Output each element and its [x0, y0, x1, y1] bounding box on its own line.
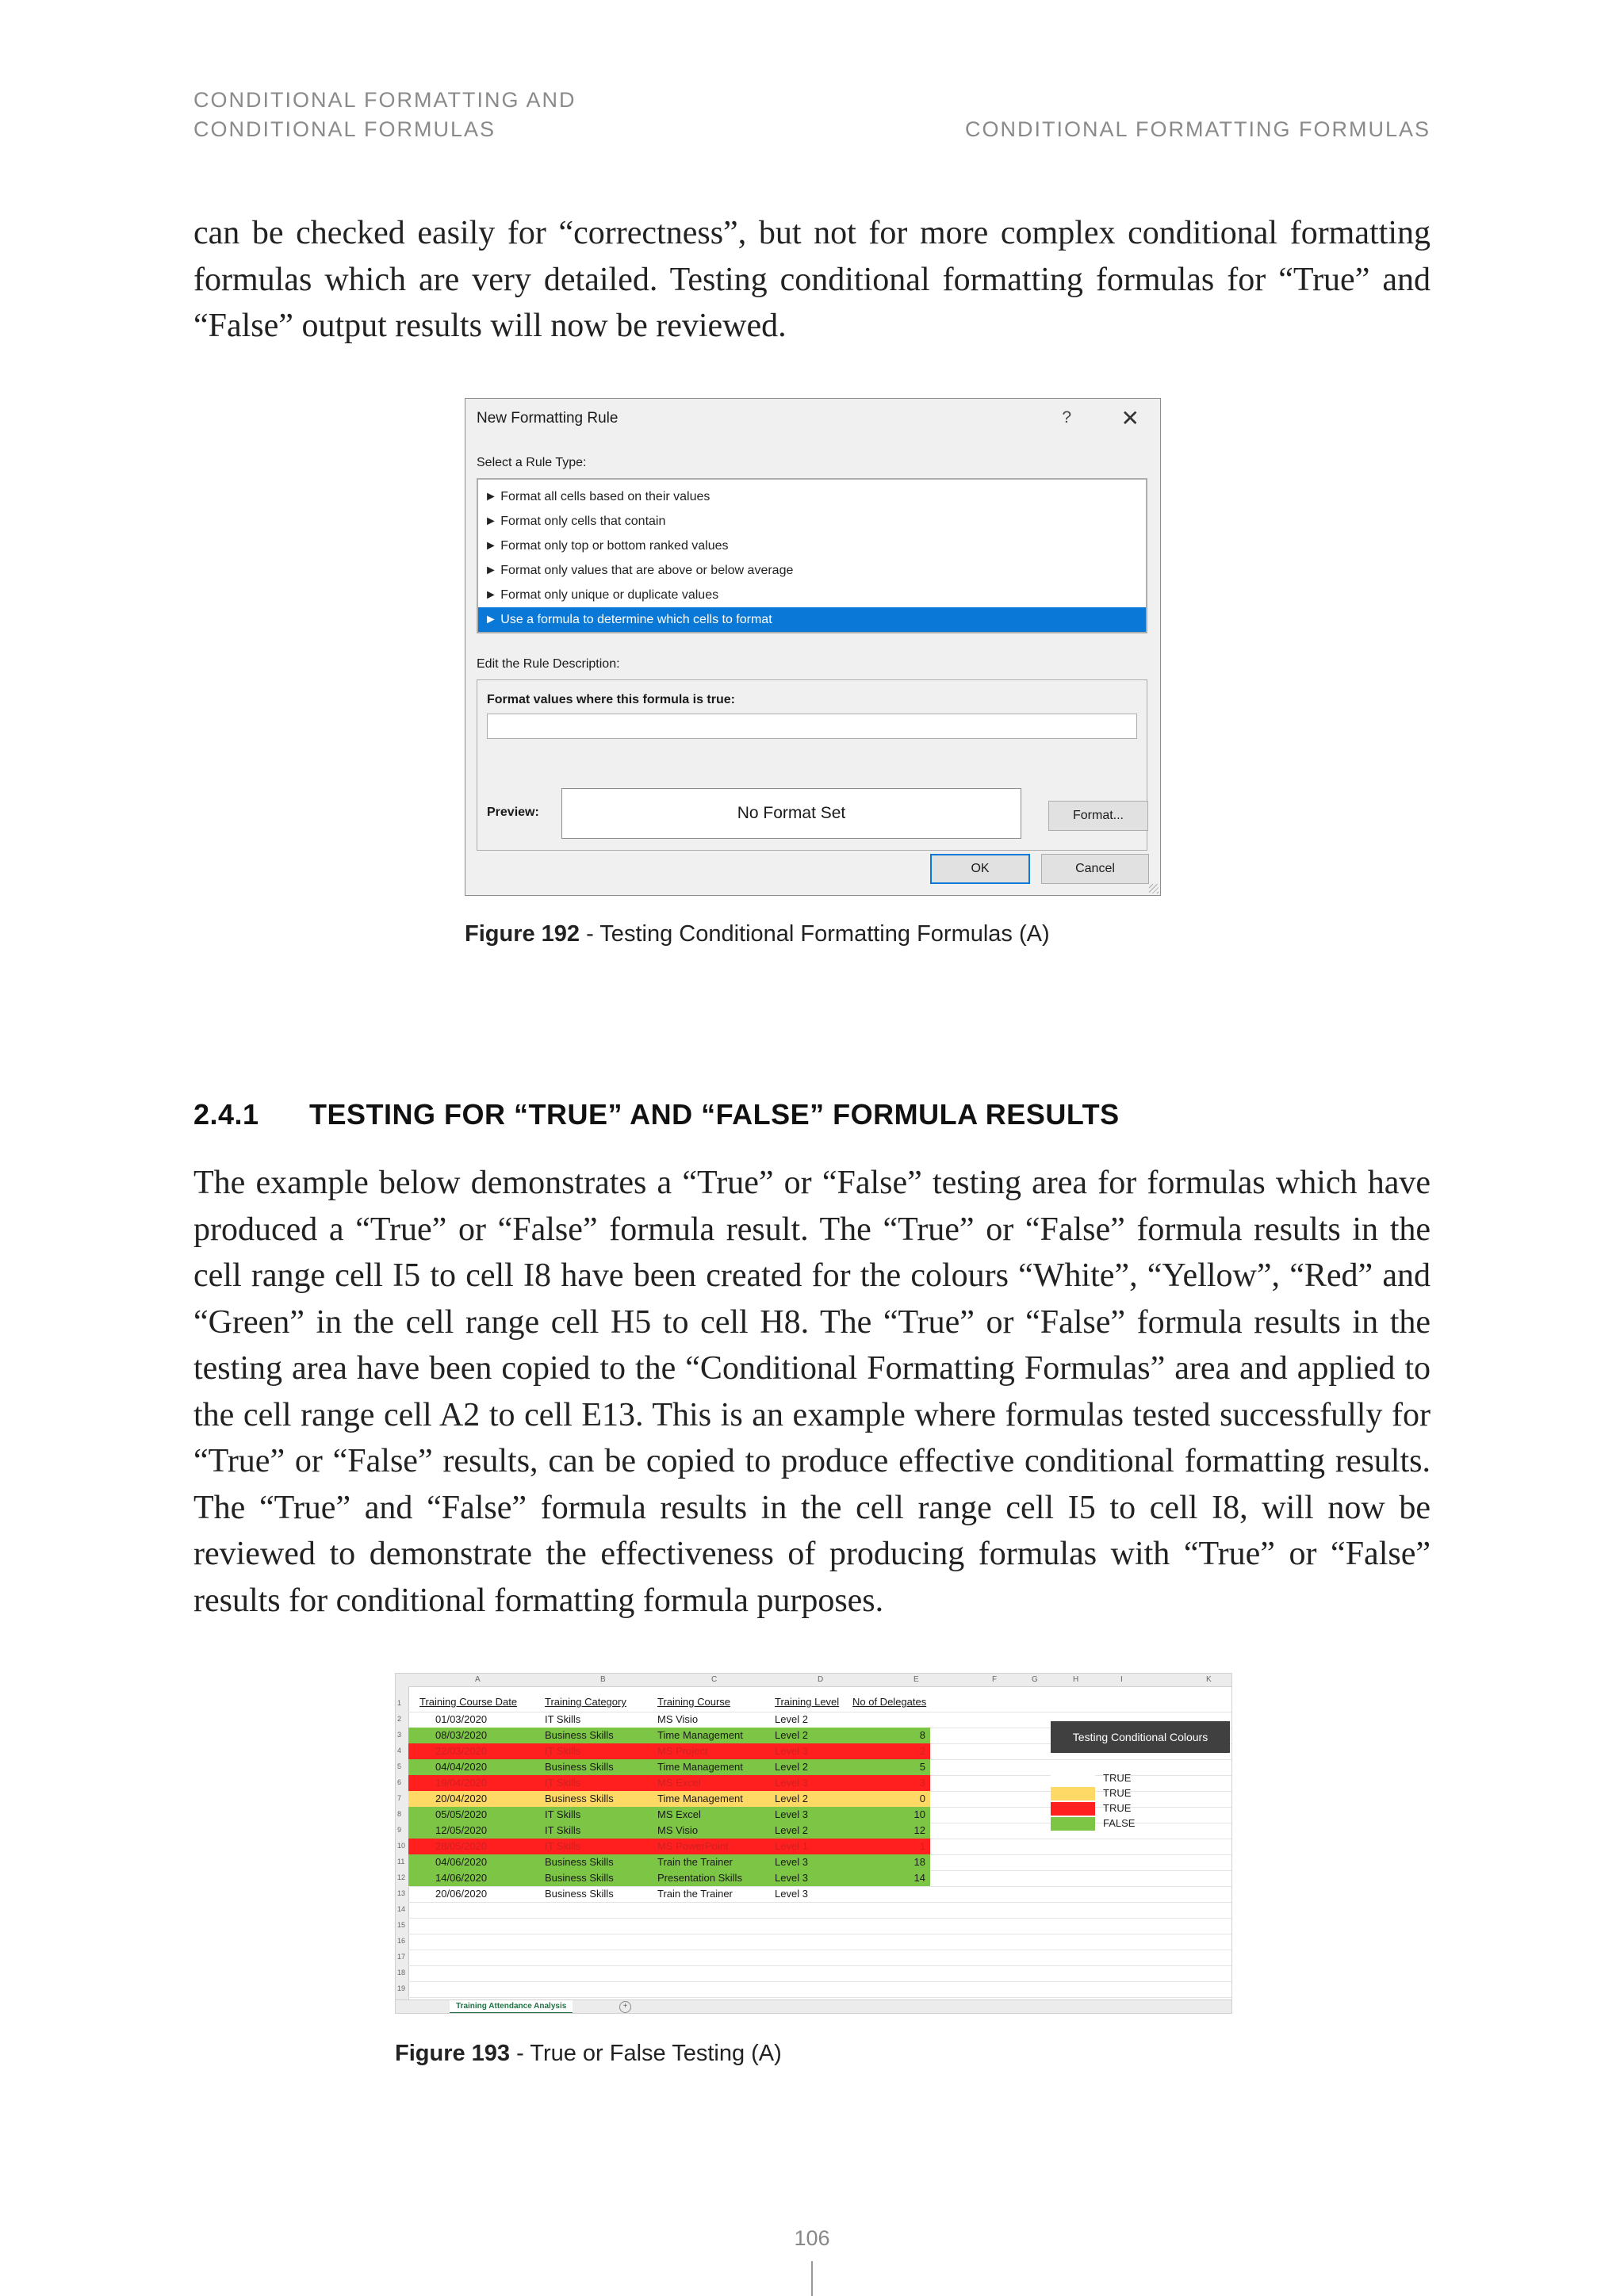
grid-line [408, 1918, 1231, 1919]
column-letter[interactable]: B [600, 1675, 606, 1684]
table-cell[interactable]: Train the Trainer [657, 1888, 733, 1900]
row-number[interactable]: 18 [397, 1969, 406, 1976]
column-letter[interactable]: G [1032, 1675, 1038, 1684]
row-number[interactable]: 17 [397, 1953, 406, 1961]
table-cell[interactable]: 19/04/2020 [435, 1777, 488, 1789]
table-cell[interactable]: 14/06/2020 [435, 1872, 488, 1884]
table-header-cell[interactable]: Training Category [545, 1696, 626, 1708]
table-row [408, 1839, 930, 1854]
sheet-tab[interactable]: Training Attendance Analysis [450, 2000, 573, 2014]
table-cell[interactable]: Presentation Skills [657, 1872, 742, 1884]
row-number[interactable]: 5 [397, 1762, 402, 1770]
column-letter[interactable]: E [914, 1675, 919, 1684]
table-row [408, 1712, 930, 1728]
row-number[interactable]: 10 [397, 1842, 406, 1850]
formula-input[interactable] [487, 714, 1137, 739]
table-row [408, 1728, 930, 1743]
table-cell[interactable]: Business Skills [545, 1729, 614, 1741]
table-cell[interactable]: 01/03/2020 [435, 1713, 488, 1725]
row-number[interactable]: 9 [397, 1826, 402, 1834]
grid-line [408, 1902, 1231, 1903]
cancel-button[interactable]: Cancel [1041, 854, 1149, 884]
grid-line [408, 1981, 1231, 1982]
help-icon[interactable]: ? [1062, 408, 1071, 427]
ok-button[interactable]: OK [930, 854, 1030, 884]
table-cell[interactable]: Level 2 [775, 1713, 808, 1725]
row-number[interactable]: 6 [397, 1778, 402, 1786]
table-cell[interactable]: MS Excel [657, 1808, 701, 1820]
table-row [408, 1823, 930, 1839]
table-cell[interactable]: Level 2 [775, 1761, 808, 1773]
row-number[interactable]: 2 [397, 1715, 402, 1723]
grid-line [408, 1965, 1231, 1966]
test-result[interactable]: TRUE [1103, 1787, 1132, 1799]
row-number[interactable]: 15 [397, 1921, 406, 1929]
table-cell[interactable]: Business Skills [545, 1761, 614, 1773]
table-cell[interactable]: Level 3 [775, 1872, 808, 1884]
table-cell[interactable]: Business Skills [545, 1888, 614, 1900]
table-row [408, 1775, 930, 1791]
table-cell[interactable]: Business Skills [545, 1872, 614, 1884]
formula-label: Format values where this formula is true: [487, 693, 735, 706]
column-letter[interactable]: A [475, 1675, 481, 1684]
table-header-cell[interactable]: Training Level [775, 1696, 840, 1708]
running-header-left [193, 86, 576, 144]
rule-type-item[interactable]: ► Format only unique or duplicate values [485, 588, 719, 602]
table-row [408, 1743, 930, 1759]
table-cell[interactable]: IT Skills [545, 1745, 581, 1757]
table-cell[interactable]: Level 3 [775, 1856, 808, 1868]
testing-area-title: Testing Conditional Colours [1051, 1721, 1230, 1753]
column-letter[interactable]: K [1206, 1675, 1212, 1684]
table-header-cell[interactable]: Training Course Date [419, 1696, 518, 1708]
column-letter[interactable]: D [818, 1675, 824, 1684]
colour-swatch [1051, 1817, 1095, 1831]
select-rule-type-label: Select a Rule Type: [477, 456, 587, 469]
figure-193-text: - True or False Testing (A) [510, 2041, 782, 2066]
table-header-cell[interactable]: Training Course [657, 1696, 731, 1708]
spreadsheet-screenshot [395, 1673, 1232, 2014]
table-cell[interactable]: 14 [914, 1872, 925, 1884]
section-paragraph-text: The example below demonstrates a “True” or “False” testing area for formulas which have produced a “True” or “False” formula result. The “True” or “False” formula results in the cell range cell I5 to cell I8 have been created for the colours “White”, “Yellow”, “Red” and “Green” in the cell range cell H5 to cell H8. The “True” or “False” formula results in the testing area have been copied to the “Conditional Formatting Formulas” area and applied to the cell range cell A2 to cell E13. This is an example where formulas tested successfully for “True” or “False” results, can be copied to produce effective conditional formatting results. The “True” and “False” formula results in the cell range cell I5 to cell I8, will now be reviewed to demonstrate the effectiveness of producing formulas with “True” or “False” results for conditional formatting formula purposes. [193, 1165, 1431, 1619]
table-cell[interactable]: Time Management [657, 1793, 743, 1804]
row-number[interactable]: 12 [397, 1873, 406, 1881]
rule-type-item[interactable]: ► Format only top or bottom ranked values [485, 539, 729, 553]
format-button[interactable]: Format... [1048, 801, 1148, 831]
rule-type-item[interactable]: ► Format all cells based on their values [485, 490, 710, 503]
table-cell[interactable]: 04/04/2020 [435, 1761, 488, 1773]
header-left-line2: CONDITIONAL FORMULAS [193, 117, 496, 141]
add-sheet-icon[interactable]: + [619, 2001, 631, 2013]
colour-swatch [1051, 1802, 1095, 1816]
sheet-tab-bar [396, 1999, 1231, 2013]
section-paragraph [193, 1160, 1431, 1624]
table-cell[interactable]: Time Management [657, 1729, 743, 1741]
figure-192-text: - Testing Conditional Formatting Formulas (A) [580, 921, 1050, 947]
table-cell[interactable]: Level 3 [775, 1888, 808, 1900]
row-number[interactable]: 14 [397, 1905, 406, 1913]
table-row [408, 1886, 930, 1902]
running-header-right: CONDITIONAL FORMATTING FORMULAS [964, 117, 1431, 141]
table-cell[interactable]: Business Skills [545, 1793, 614, 1804]
table-cell[interactable]: 08/03/2020 [435, 1729, 488, 1741]
table-cell[interactable]: IT Skills [545, 1777, 581, 1789]
table-cell[interactable]: Level 2 [775, 1729, 808, 1741]
test-result[interactable]: TRUE [1103, 1802, 1132, 1814]
table-cell[interactable]: 28/05/2020 [435, 1840, 488, 1852]
row-number[interactable]: 7 [397, 1794, 402, 1802]
edit-rule-description-label: Edit the Rule Description: [477, 657, 620, 671]
column-headers [396, 1674, 1231, 1687]
section-heading [193, 1098, 1120, 1131]
table-cell[interactable]: 20/06/2020 [435, 1888, 488, 1900]
resize-grip-icon[interactable] [1149, 884, 1159, 894]
row-number[interactable]: 1 [397, 1699, 402, 1707]
table-cell[interactable]: Level 3 [775, 1745, 808, 1757]
intro-paragraph [193, 210, 1431, 350]
table-cell[interactable]: Business Skills [545, 1856, 614, 1868]
new-formatting-rule-dialog [465, 398, 1161, 896]
table-cell[interactable]: MS PowerPoint [657, 1840, 729, 1852]
table-cell[interactable]: 8 [919, 1729, 925, 1741]
row-numbers [396, 1686, 409, 2000]
table-cell[interactable]: 12 [914, 1824, 925, 1836]
row-number[interactable]: 16 [397, 1937, 406, 1945]
table-cell[interactable]: IT Skills [545, 1808, 581, 1820]
figure-193-label: Figure 193 [395, 2041, 511, 2066]
table-cell[interactable]: Time Management [657, 1761, 743, 1773]
table-cell[interactable]: 1 [919, 1840, 925, 1852]
table-cell[interactable]: 3 [919, 1777, 925, 1789]
figure-192-label: Figure 192 [465, 921, 580, 947]
grid-line [408, 1997, 1231, 1998]
section-number: 2.4.1 [193, 1098, 259, 1131]
table-header-cell[interactable]: No of Delegates [852, 1696, 927, 1708]
colour-swatch [1051, 1772, 1095, 1785]
row-number[interactable]: 3 [397, 1731, 402, 1739]
column-letter[interactable]: C [711, 1675, 718, 1684]
close-icon[interactable]: ✕ [1120, 406, 1139, 430]
column-letter[interactable]: H [1073, 1675, 1079, 1684]
table-cell[interactable]: 12/05/2020 [435, 1824, 488, 1836]
table-row [408, 1870, 930, 1886]
row-number[interactable]: 4 [397, 1747, 402, 1755]
table-cell[interactable]: 18 [914, 1856, 925, 1868]
column-letter[interactable]: I [1120, 1675, 1123, 1684]
column-letter[interactable]: F [992, 1675, 998, 1684]
table-cell[interactable]: 5 [919, 1761, 925, 1773]
table-cell[interactable]: Level 3 [775, 1808, 808, 1820]
row-number[interactable]: 11 [397, 1858, 405, 1866]
header-left-line1: CONDITIONAL FORMATTING AND [193, 88, 576, 112]
table-cell[interactable]: MS Visio [657, 1824, 699, 1836]
rule-type-item[interactable]: ► Format only values that are above or below average [485, 564, 794, 577]
table-cell[interactable]: Level 1 [775, 1840, 808, 1852]
test-result[interactable]: FALSE [1103, 1817, 1136, 1829]
table-cell[interactable]: 05/05/2020 [435, 1808, 488, 1820]
row-number[interactable]: 19 [397, 1984, 406, 1992]
table-cell[interactable]: MS Project [657, 1745, 708, 1757]
preview-label: Preview: [487, 806, 539, 819]
table-row [408, 1759, 930, 1775]
table-cell[interactable]: MS Excel [657, 1777, 701, 1789]
rule-description-panel [477, 679, 1147, 851]
table-cell[interactable]: IT Skills [545, 1840, 581, 1852]
table-cell[interactable]: 2 [919, 1745, 925, 1757]
page-number: 106 [794, 2226, 830, 2250]
table-cell[interactable]: Level 3 [775, 1777, 808, 1789]
rule-type-list[interactable] [477, 478, 1147, 633]
row-number[interactable]: 8 [397, 1810, 402, 1818]
test-result[interactable]: TRUE [1103, 1772, 1132, 1784]
rule-type-item-selected[interactable]: ► Use a formula to determine which cells to format [478, 607, 1146, 632]
dialog-title: New Formatting Rule [477, 410, 619, 427]
rule-type-item[interactable]: ► Format only cells that contain [485, 515, 666, 528]
table-cell[interactable]: 0 [919, 1793, 925, 1804]
table-cell[interactable]: Train the Trainer [657, 1856, 733, 1868]
page-number-rule [811, 2261, 813, 2296]
table-cell[interactable]: 10 [914, 1808, 925, 1820]
table-cell[interactable]: 04/06/2020 [435, 1856, 488, 1868]
preview-box: No Format Set [561, 788, 1021, 839]
table-row [408, 1807, 930, 1823]
table-cell[interactable]: MS Visio [657, 1713, 699, 1725]
table-cell[interactable]: Level 2 [775, 1793, 808, 1804]
colour-swatch [1051, 1787, 1095, 1800]
figure-193-caption [395, 2041, 782, 2067]
table-row [408, 1854, 930, 1870]
table-cell[interactable]: Level 2 [775, 1824, 808, 1836]
section-title: TESTING FOR “TRUE” AND “FALSE” FORMULA RESULTS [309, 1098, 1120, 1131]
table-cell[interactable]: 20/04/2020 [435, 1793, 488, 1804]
table-row [408, 1791, 930, 1807]
figure-192-caption [465, 921, 1050, 947]
table-cell[interactable]: IT Skills [545, 1824, 581, 1836]
table-cell[interactable]: 22/03/2020 [435, 1745, 488, 1757]
table-cell[interactable]: IT Skills [545, 1713, 581, 1725]
intro-paragraph-text: can be checked easily for “correctness”, but not for more complex conditional formatting formulas which are very detailed. Testing conditional formatting formulas for “True” and “False” output results will now be reviewed. [193, 215, 1431, 344]
row-number[interactable]: 13 [397, 1889, 406, 1897]
